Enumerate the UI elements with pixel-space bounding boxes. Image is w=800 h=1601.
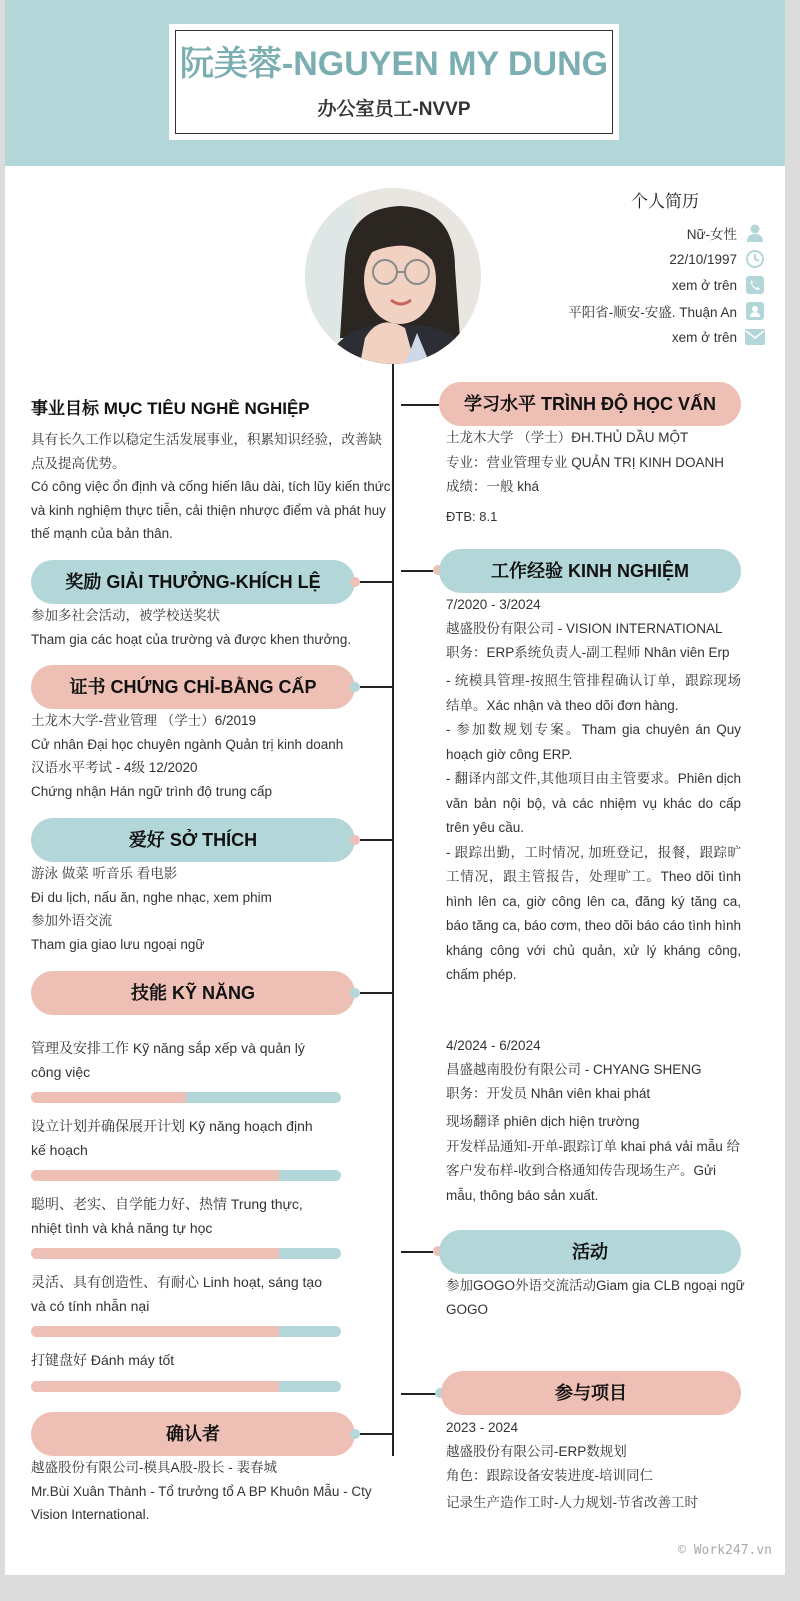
projects-line: 越盛股份有限公司-ERP数规划 (446, 1444, 627, 1459)
projects-text (446, 1416, 746, 1515)
skill-bar-fill (31, 1326, 279, 1337)
watermark: © Work247.vn (678, 1543, 772, 1558)
skill-bar (31, 1326, 341, 1337)
education-line: 成绩：一般 khá (446, 479, 540, 494)
objective-text (31, 428, 393, 546)
experience-heading: 工作经验 KINH NGHIỆM (439, 549, 741, 593)
skill-bar-fill (31, 1092, 186, 1103)
clock-icon (745, 249, 765, 269)
envelope-icon (745, 327, 765, 347)
skill-label: 聪明、老实、自学能力好、热情 Trung thực, nhiệt tình và khả năng tự học (31, 1196, 303, 1236)
skill-label: 灵活、具有创造性、有耐心 Linh hoạt, sáng tạo và có tính nhẫn nại (31, 1274, 322, 1314)
birthday-text: 22/10/1997 (669, 251, 737, 267)
certificates-dot (350, 682, 360, 692)
hobbies-line: 游泳 做菜 听音乐 看电影 (31, 866, 178, 881)
profile-photo (305, 188, 481, 364)
activities-heading: 活动 (439, 1230, 741, 1274)
job-role: 职务：开发员 Nhân viên khai phát (446, 1086, 651, 1101)
certificates-line: Cử nhân Đại học chuyên ngành Quản trị kinh doanh (31, 736, 344, 752)
hobbies-heading: 爱好 SỞ THÍCH (31, 818, 355, 862)
projects-line: 角色：跟踪设备安装进度-培训同仁 (446, 1468, 653, 1483)
objective-title: 事业目标 MỤC TIÊU NGHỀ NGHIỆP (31, 399, 310, 418)
job-detail: 现场翻译 phiên dịch hiện trường (446, 1114, 640, 1129)
address-row (568, 298, 765, 324)
skill-bar-fill (31, 1248, 279, 1259)
gender-text: Nữ-女性 (686, 227, 737, 242)
resume-label: 个人简历 (631, 192, 699, 211)
activities-connector (401, 1251, 433, 1253)
job-detail: 开发样品通知-开单-跟踪订单 khai phá vải mẫu 给客户发布样-收到合格通知传告现场生产。Gửi mẫu, thông báo sản xuất. (446, 1138, 741, 1203)
activities-line: 参加GOGO外语交流活动Giam gia CLB ngoại ngữ GOGO (446, 1278, 745, 1317)
birthday-row (669, 246, 765, 272)
resume-page (5, 0, 785, 1575)
job-period: 4/2024 - 6/2024 (446, 1038, 541, 1053)
projects-line: 记录生产造作工时-人力规划-节省改善工时 (446, 1495, 698, 1510)
awards-line: Tham gia các hoạt của trường và được khen thưởng. (31, 631, 352, 647)
phone-text: xem ở trên (671, 277, 737, 293)
job-company: 越盛股份有限公司 - VISION INTERNATIONAL (446, 621, 723, 636)
skill-bar (31, 1248, 341, 1259)
education-gpa: ĐTB: 8.1 (446, 508, 498, 524)
referee-line: 越盛股份有限公司-模具A股-股长 - 裴春城 (31, 1460, 277, 1475)
job-title: 办公室员工-NVVP (317, 99, 471, 120)
skill-bar (31, 1170, 341, 1181)
full-name: 阮美蓉-NGUYEN MY DUNG (179, 45, 609, 83)
certificates-line: 汉语水平考试 - 4级 12/2020 (31, 760, 198, 775)
job-2 (446, 1034, 741, 1208)
header-band (5, 0, 785, 166)
objective-line: Có công việc ổn định và cống hiến lâu dài, tích lũy kiến thức và kinh nghiệm thực tiễn, cải thiện nhược điểm và phát huy thế mạnh của bản thân. (31, 479, 391, 541)
gender-row (687, 220, 765, 246)
awards-dot (350, 577, 360, 587)
hobbies-connector (360, 839, 393, 841)
projects-line: 2023 - 2024 (446, 1420, 519, 1435)
hobbies-line: Tham gia giao lưu ngoại ngữ (31, 936, 205, 952)
certificates-heading: 证书 CHỨNG CHỈ-BẰNG CẤP (31, 665, 355, 709)
skill-label: 打键盘好 Đánh máy tốt (31, 1352, 175, 1368)
skills-dot (350, 988, 360, 998)
address-text: 平阳省-顺安-安盛. Thuận An (568, 305, 737, 320)
awards-heading: 奖励 GIẢI THƯỞNG-KHÍCH LỆ (31, 560, 355, 604)
skill-bar-fill (31, 1381, 279, 1392)
skill-bar (31, 1092, 341, 1103)
projects-heading: 参与项目 (441, 1371, 741, 1415)
job-company: 昌盛越南股份有限公司 - CHYANG SHENG (446, 1062, 702, 1077)
certificates-text (31, 709, 391, 803)
education-text (446, 426, 746, 529)
job-detail: - 参加数规划专案。Tham gia chuyên án Quy hoạch giờ công ERP. (446, 722, 741, 762)
referee-text (31, 1456, 401, 1527)
objective-line: 具有长久工作以稳定生活发展事业，积累知识经验，改善缺点及提高优势。 (31, 432, 382, 471)
projects-connector (401, 1393, 439, 1395)
awards-text (31, 604, 391, 651)
job-1 (446, 593, 741, 988)
referee-line: Mr.Bùi Xuân Thành - Tổ trưởng tổ A BP Khuôn Mẫu - Cty Vision International. (31, 1483, 372, 1522)
skill-label: 管理及安排工作 Kỹ năng sắp xếp và quản lý công việc (31, 1040, 305, 1080)
job-detail: - 跟踪出勤，工时情况, 加班登记，报餐，跟踪旷工情况，跟主管报告，处理旷工。Theo dõi tình hình lên ca, giờ công lên ca, đăng ký tăng ca, báo tăng ca, báo cơm, theo dõi báo cáo tình hình kháng công với chủ quản, xử lý kháng công, chấm phép. (446, 844, 741, 982)
phone-row (672, 272, 765, 298)
education-line: 土龙木大学 （学士）ĐH.THỦ DẦU MỘT (446, 430, 689, 445)
referee-connector (360, 1433, 393, 1435)
hobbies-line: Đi du lịch, nấu ăn, nghe nhạc, xem phim (31, 889, 272, 905)
address-card-icon (745, 301, 765, 321)
skill-label: 设立计划并确保展开计划 Kỹ năng hoạch định kế hoạch (31, 1118, 313, 1158)
education-line: 专业：营业管理专业 QUẢN TRỊ KINH DOANH (446, 454, 725, 470)
experience-connector (401, 570, 433, 572)
hobbies-line: 参加外语交流 (31, 913, 112, 928)
job-detail: - 统模具管理-按照生管排程确认订单，跟踪现场结单。Xác nhận và theo dõi đơn hàng. (446, 673, 741, 713)
education-heading: 学习水平 TRÌNH ĐỘ HỌC VẤN (439, 382, 741, 426)
skills-connector (360, 992, 393, 994)
skill-bar (31, 1381, 341, 1392)
name-box (169, 24, 619, 140)
email-row (672, 324, 765, 350)
phone-icon (745, 275, 765, 295)
certificates-connector (360, 686, 393, 688)
referee-heading: 确认者 (31, 1412, 355, 1456)
hobbies-dot (350, 835, 360, 845)
activities-text (446, 1274, 746, 1322)
email-text: xem ở trên (671, 329, 737, 345)
person-icon (745, 223, 765, 243)
referee-dot (350, 1429, 360, 1439)
skills-heading: 技能 KỸ NĂNG (31, 971, 355, 1015)
job-period: 7/2020 - 3/2024 (446, 597, 541, 612)
job-detail: - 翻译内部文件,其他项目由主管要求。Phiên dịch văn bản nội bộ, và các nhiệm vụ khác do cấp trên yêu cầu. (446, 771, 741, 835)
certificates-line: 土龙木大学-营业管理 （学士）6/2019 (31, 713, 257, 728)
hobbies-text (31, 862, 391, 956)
awards-line: 参加多社会活动，被学校送奖状 (31, 608, 220, 623)
certificates-line: Chứng nhận Hán ngữ trình độ trung cấp (31, 783, 272, 799)
skill-bar-fill (31, 1170, 279, 1181)
awards-connector (360, 581, 393, 583)
job-role: 职务：ERP系统负责人-副工程师 Nhân viên Erp (446, 645, 730, 660)
education-connector (401, 404, 439, 406)
